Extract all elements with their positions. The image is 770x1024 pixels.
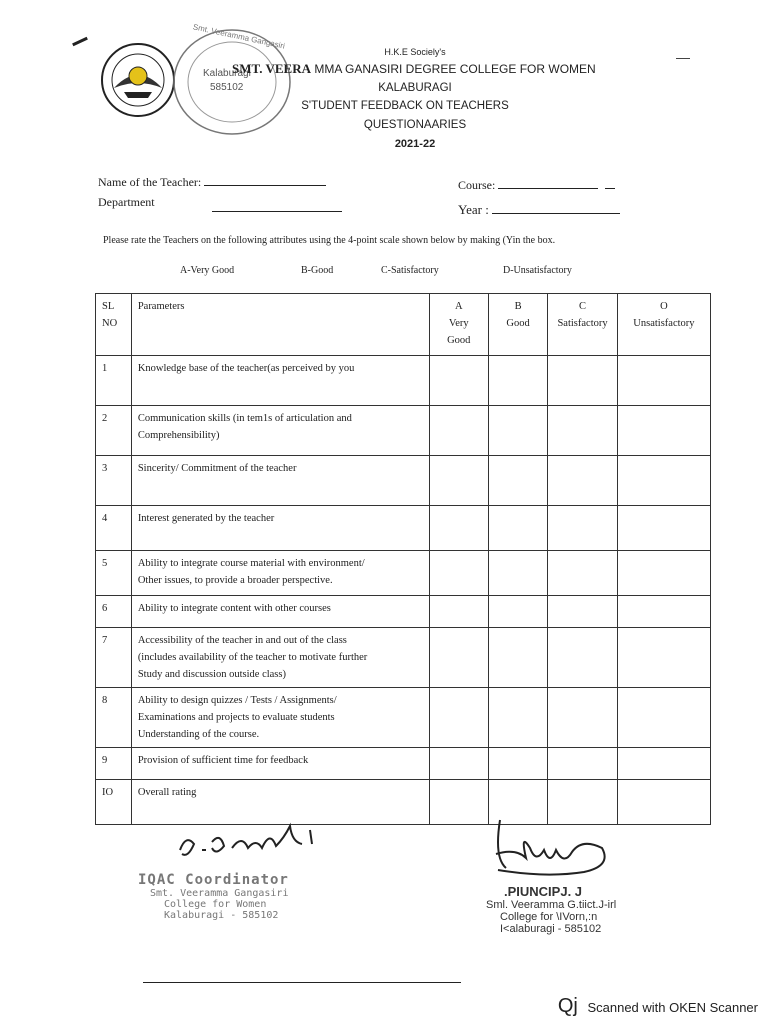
rating-cell-a[interactable] xyxy=(429,748,488,780)
parameter-line: Other issues, to provide a broader perspective. xyxy=(137,575,333,586)
row-sl-number: 6 xyxy=(96,596,132,628)
row-sl-number: 7 xyxy=(96,628,132,688)
col-b-2: Good xyxy=(506,318,530,329)
teacher-name-field xyxy=(98,173,326,190)
row-sl-number: 3 xyxy=(96,456,132,506)
row-sl-number: IO xyxy=(96,780,132,825)
stamp-text-1: Kalaburagi xyxy=(203,68,251,79)
parameter-line: Communication skills (in tem1s of articulation and xyxy=(137,413,352,424)
scale-a: A-Very Good xyxy=(180,265,235,276)
scanner-logo-icon: Qj xyxy=(557,995,578,1017)
table-row xyxy=(96,596,711,628)
rating-cell-c[interactable] xyxy=(548,596,618,628)
table-row xyxy=(96,356,711,406)
row-parameter xyxy=(131,406,429,456)
scale-c: C-Satisfactory xyxy=(381,265,439,276)
row-parameter xyxy=(131,456,429,506)
rating-cell-b[interactable] xyxy=(488,596,547,628)
rating-cell-a[interactable] xyxy=(429,356,488,406)
table-row xyxy=(96,748,711,780)
sl-header xyxy=(96,294,132,356)
course-label: Course: xyxy=(458,178,496,192)
row-parameter xyxy=(131,596,429,628)
principal-signature xyxy=(486,818,616,891)
rating-cell-a[interactable] xyxy=(429,551,488,596)
instruction-text: Please rate the Teachers on the following attributes using the 4-point scale shown below by making (Yin the box. xyxy=(103,235,556,246)
principal-stamp-line-3: I<alaburagi - 585102 xyxy=(500,923,602,935)
parameter-line: Provision of sufficient time for feedback xyxy=(137,755,309,766)
rating-cell-c[interactable] xyxy=(548,628,618,688)
rating-cell-d[interactable] xyxy=(617,506,710,551)
parameter-line: Ability to integrate course material with environment/ xyxy=(137,558,365,569)
parameter-line: Interest generated by the teacher xyxy=(137,513,275,524)
parameter-line: Study and discussion outside class) xyxy=(137,669,286,680)
rating-cell-c[interactable] xyxy=(548,356,618,406)
rating-cell-d[interactable] xyxy=(617,780,710,825)
parameter-line: Knowledge base of the teacher(as perceived by you xyxy=(137,363,355,374)
year-field xyxy=(458,199,620,218)
table-row xyxy=(96,780,711,825)
stamp-text-0: Smt. Veeramma Gangasiri xyxy=(192,22,286,51)
teacher-name-label: Name of the Teacher: xyxy=(98,175,202,189)
college-name xyxy=(232,61,596,77)
rating-cell-b[interactable] xyxy=(488,356,547,406)
col-b-1: B xyxy=(514,301,522,312)
principal-stamp xyxy=(486,884,616,935)
course-line-2[interactable] xyxy=(605,176,615,189)
principal-stamp-line-2: College for \IVorn,:n xyxy=(500,911,598,923)
col-a-header xyxy=(429,294,488,356)
stray-mark xyxy=(72,37,88,46)
department-label: Department xyxy=(98,195,155,209)
rating-cell-a[interactable] xyxy=(429,406,488,456)
rating-cell-d[interactable] xyxy=(617,406,710,456)
sl-header-1: SL xyxy=(102,301,115,312)
feedback-table xyxy=(95,293,711,825)
col-c-header xyxy=(548,294,618,356)
iqac-stamp-line-2: College for Women xyxy=(164,899,267,910)
principal-stamp-title: .PIUNCIPJ. J xyxy=(504,884,583,899)
col-d-1: O xyxy=(660,301,668,312)
iqac-signature xyxy=(172,820,322,875)
academic-year: 2021-22 xyxy=(394,138,436,150)
parameter-line: Comprehensibility) xyxy=(137,430,220,441)
row-parameter xyxy=(131,688,429,748)
parameter-line: Overall rating xyxy=(137,787,197,798)
rating-cell-c[interactable] xyxy=(548,688,618,748)
parameter-line: Ability to integrate content with other courses xyxy=(137,603,331,614)
parameter-line: Accessibility of the teacher in and out of the class xyxy=(137,635,347,646)
row-sl-number: 5 xyxy=(96,551,132,596)
row-parameter xyxy=(131,356,429,406)
principal-stamp-line-1: Sml. Veeramma G.tiict.J-irl xyxy=(486,899,617,911)
form-title-1: S'TUDENT FEEDBACK ON TEACHERS xyxy=(301,100,509,112)
rating-cell-b[interactable] xyxy=(488,688,547,748)
col-a-3: Good xyxy=(447,335,471,346)
table-row xyxy=(96,628,711,688)
year-line[interactable] xyxy=(492,199,620,214)
row-sl-number: 8 xyxy=(96,688,132,748)
row-sl-number: 4 xyxy=(96,506,132,551)
row-parameter xyxy=(131,748,429,780)
rating-cell-a[interactable] xyxy=(429,628,488,688)
rating-cell-d[interactable] xyxy=(617,456,710,506)
rating-cell-b[interactable] xyxy=(488,628,547,688)
rating-cell-d[interactable] xyxy=(617,748,710,780)
table-header-row xyxy=(96,294,711,356)
college-city: KALABURAGI xyxy=(378,82,452,94)
table-row xyxy=(96,551,711,596)
rating-cell-d[interactable] xyxy=(617,551,710,596)
rating-cell-b[interactable] xyxy=(488,456,547,506)
rating-cell-c[interactable] xyxy=(548,506,618,551)
scanner-watermark xyxy=(558,995,758,1018)
col-a-1: A xyxy=(454,301,463,312)
society-name: H.K.E Socielу's xyxy=(384,47,446,57)
iqac-stamp-line-3: Kalaburagi - 585102 xyxy=(164,910,279,921)
rating-cell-b[interactable] xyxy=(488,506,547,551)
parameter-line: (includes availability of the teacher to motivate further xyxy=(137,652,368,663)
row-parameter xyxy=(131,551,429,596)
table-row xyxy=(96,688,711,748)
teacher-name-line[interactable] xyxy=(204,173,326,186)
row-sl-number: 9 xyxy=(96,748,132,780)
iqac-stamp-title: IQAC Coordinator xyxy=(138,872,289,888)
row-parameter xyxy=(131,506,429,551)
table-row xyxy=(96,506,711,551)
col-d-header xyxy=(617,294,710,356)
rating-cell-a[interactable] xyxy=(429,688,488,748)
rating-cell-a[interactable] xyxy=(429,456,488,506)
course-field xyxy=(458,176,615,193)
stamp-text-2: 585102 xyxy=(210,82,244,93)
parameter-line: Ability to design quizzes / Tests / Assignments/ xyxy=(137,695,337,706)
college-name-rest: MMA GANASIRI DEGREE COLLEGE FOR WOMEN xyxy=(314,62,596,76)
rating-cell-b[interactable] xyxy=(488,406,547,456)
rating-cell-b[interactable] xyxy=(488,748,547,780)
department-line[interactable] xyxy=(212,211,342,212)
rating-cell-a[interactable] xyxy=(429,596,488,628)
col-a-2: Very xyxy=(448,318,469,329)
rating-cell-c[interactable] xyxy=(548,406,618,456)
college-name-bold: SMT. VEERA xyxy=(232,61,311,76)
year-label: Year : xyxy=(458,202,489,217)
table-row xyxy=(96,456,711,506)
iqac-stamp xyxy=(138,872,289,921)
course-line[interactable] xyxy=(498,176,598,189)
row-sl-number: 1 xyxy=(96,356,132,406)
scale-b: B-Good xyxy=(301,265,334,276)
sl-header-2: NO xyxy=(102,318,118,329)
parameter-line: Examinations and projects to evaluate students xyxy=(137,712,335,723)
row-parameter xyxy=(131,780,429,825)
rating-cell-c[interactable] xyxy=(548,456,618,506)
form-title-2: QUESTIONAARIES xyxy=(363,119,467,131)
rating-cell-d[interactable] xyxy=(617,688,710,748)
rating-cell-d[interactable] xyxy=(617,356,710,406)
col-d-2: Unsatisfactory xyxy=(633,318,695,329)
col-b-header xyxy=(488,294,547,356)
parameter-line: Understanding of the course. xyxy=(137,729,260,740)
scale-d: D-Unsatisfactory xyxy=(503,265,572,276)
table-body xyxy=(96,356,711,825)
rating-cell-a[interactable] xyxy=(429,506,488,551)
col-c-2: Satisfactory xyxy=(557,318,608,329)
rating-cell-a[interactable] xyxy=(429,780,488,825)
row-sl-number: 2 xyxy=(96,406,132,456)
table-row xyxy=(96,406,711,456)
rating-cell-c[interactable] xyxy=(548,748,618,780)
rating-cell-d[interactable] xyxy=(617,628,710,688)
row-parameter xyxy=(131,628,429,688)
rating-cell-d[interactable] xyxy=(617,596,710,628)
rating-cell-c[interactable] xyxy=(548,551,618,596)
signature-baseline xyxy=(143,982,461,983)
rating-cell-b[interactable] xyxy=(488,551,547,596)
stray-dash xyxy=(676,58,690,59)
col-c-1: C xyxy=(579,301,587,312)
parameters-header: Parameters xyxy=(131,294,429,356)
iqac-stamp-line-1: Smt. Veeramma Gangasiri xyxy=(150,888,289,899)
scanner-text: Scanned with OKEN Scanner xyxy=(587,1000,758,1015)
parameter-line: Sincerity/ Commitment of the teacher xyxy=(137,463,297,474)
